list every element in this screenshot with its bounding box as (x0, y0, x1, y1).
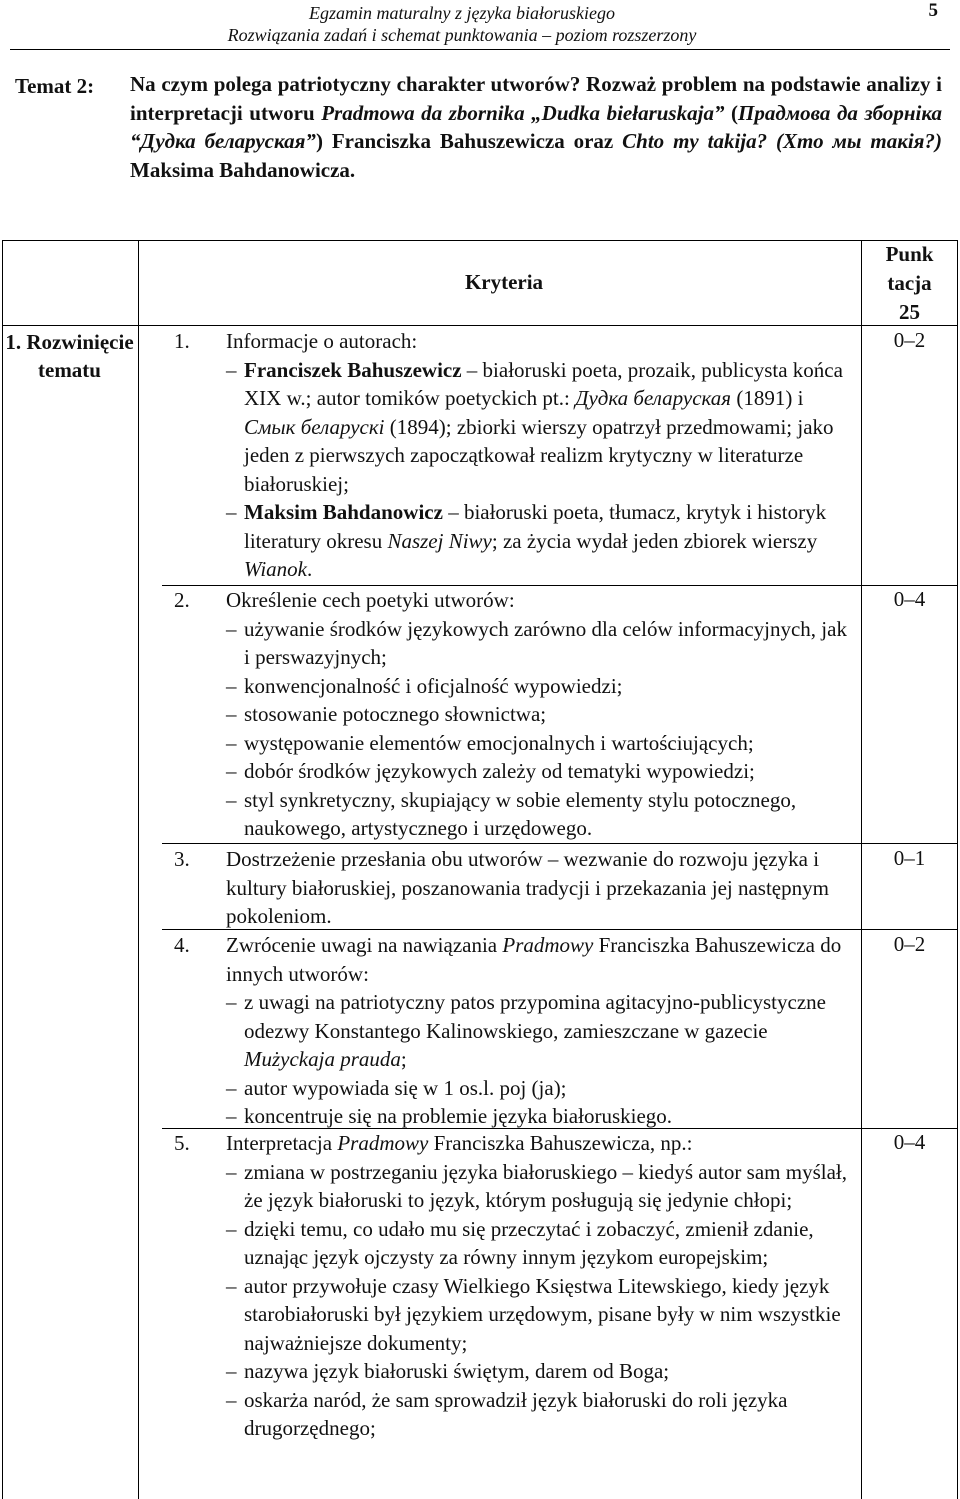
list-item: – używanie środków językowych zarówno dla celów informacyjnych, jak i perswazyjnych; (226, 615, 854, 672)
page-header (0, 0, 960, 50)
criterion-title: Dostrzeżenie przesłania obu utworów – wezwanie do rozwoju języka i kultury białoruskiej, poszanowania tradycji i przekazania jej następnym pokoleniom. (226, 847, 829, 928)
list-item: – dobór środków językowych zależy od tematyki wypowiedzi; (226, 757, 854, 786)
list-item: – dzięki temu, co udało mu się przeczytać i zobaczyć, zmienił zdanie, uznając język ojczysty za równy innym językom europejskim; (226, 1215, 854, 1272)
criterion-number: 3. (174, 847, 190, 871)
list-item: – występowanie elementów emocjonalnych i wartościujących; (226, 729, 854, 758)
criterion-2 (174, 586, 854, 843)
criterion-4 (174, 931, 854, 1131)
criterion-title: Interpretacja Pradmowy Franciszka Bahuszewicza, np.: (226, 1131, 693, 1155)
criterion-points: 0–4 (893, 587, 926, 611)
criterion-points: 0–1 (893, 846, 926, 870)
criterion-points: 0–2 (893, 932, 926, 956)
criterion-title: Informacje o autorach: (226, 329, 418, 353)
table-header-divider (2, 325, 958, 326)
table-border-top (2, 240, 958, 241)
criterion-title: Określenie cech poetyki utworów: (226, 588, 515, 612)
list-item: – styl synkretyczny, skupiający w sobie elementy stylu potocznego, naukowego, artystycznego i urzędowego. (226, 786, 854, 843)
exam-subtitle: Rozwiązania zadań i schemat punktowania – poziom rozszerzony (227, 25, 697, 45)
list-item: – autor wypowiada się w 1 os.l. poj (ja); (226, 1074, 854, 1103)
page-number: 5 (928, 0, 938, 21)
criterion-number: 5. (174, 1131, 190, 1155)
criterion-points: 0–2 (893, 328, 926, 352)
list-item: – nazywa język białoruski świętym, darem od Boga; (226, 1357, 854, 1386)
points-header: Punk tacja 25 (885, 242, 934, 324)
criterion-number: 1. (174, 329, 190, 353)
criterion-1 (174, 327, 854, 584)
criterion-title: Zwrócenie uwagi na nawiązania Pradmowy Franciszka Bahuszewicza do innych utworów: (226, 933, 842, 986)
criterion-points: 0–4 (893, 1130, 926, 1154)
list-item: – autor przywołuje czasy Wielkiego Księstwa Litewskiego, kiedy język starobiałoruski był językiem urzędowym, pisane były w nim wszystkie najważniejsze dokumenty; (226, 1272, 854, 1358)
list-item: – oskarża naród, że sam sprowadził język białoruski do roli języka drugorzędnego; (226, 1386, 854, 1443)
list-item: – koncentruje się na problemie języka białoruskiego. (226, 1102, 854, 1131)
criterion-number: 4. (174, 933, 190, 957)
list-item: – stosowanie potocznego słownictwa; (226, 700, 854, 729)
topic-label: Temat 2: (15, 74, 95, 98)
row-divider-2 (162, 843, 958, 844)
list-item: – zmiana w postrzeganiu języka białoruskiego – kiedyś autor sam myślał, że język białoruski to język, którym posługują się jedynie chłopi; (226, 1158, 854, 1215)
section-label: 1. Rozwinięcie tematu (5, 330, 134, 382)
criterion-3 (174, 845, 854, 931)
list-item: – Maksim Bahdanowicz – białoruski poeta, tłumacz, krytyk i historyk literatury okresu Naszej Niwy; za życia wydał jeden zbiorek wierszy Wianok. (226, 498, 854, 584)
criterion-5 (174, 1129, 854, 1443)
header-divider (10, 49, 950, 50)
topic-text: Na czym polega patriotyczny charakter utworów? Rozważ problem na podstawie analizy i interpretacji utworu Pradmowa da zbornika „Dudka biełaruskaja” (Прадмова да зборніка “Дудка беларуская”) Franciszka Bahuszewicza oraz Chto my takija? (Хто мы такія?) Maksima Bahdanowicza. (130, 72, 942, 182)
list-item: – konwencjonalność i oficjalność wypowiedzi; (226, 672, 854, 701)
table-divider-section (138, 240, 139, 1499)
criterion-number: 2. (174, 588, 190, 612)
list-item: – z uwagi na patriotyczny patos przypomina agitacyjno-publicystyczne odezwy Konstantego Kalinowskiego, zamieszczane w gazecie Mużyckaja prauda; (226, 988, 854, 1074)
table-border-left (2, 240, 3, 1499)
list-item: – Franciszek Bahuszewicz – białoruski poeta, prozaik, publicysta końca XIX w.; autor tomików poetyckich pt.: Дудка беларуская (1891) i Смык беларускі (1894); zbiorki wierszy opatrzył przedmowami; jako jeden z pierwszych zapoczątkował realizm krytyczny w literaturze białoruskiej; (226, 356, 854, 499)
criteria-header: Kryteria (464, 270, 544, 294)
exam-title: Egzamin maturalny z języka białoruskiego (309, 3, 615, 23)
